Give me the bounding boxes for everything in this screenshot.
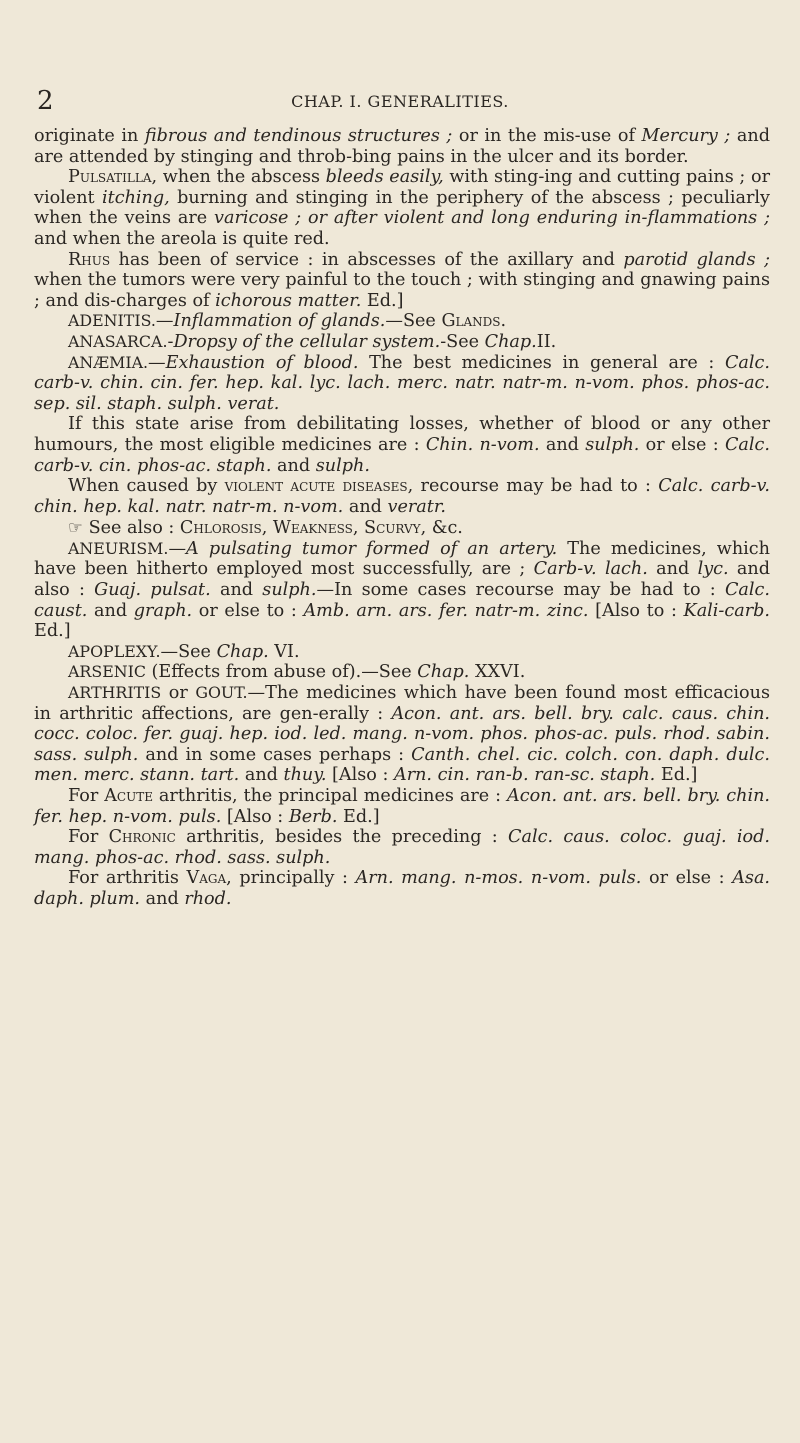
pointing-hand-icon: ☞	[68, 517, 83, 538]
paragraph-chronic-arthritis: For Chronic arthritis, besides the preceding : Calc. caus. coloc. guaj. iod. mang. phos-ac. rhod. sass. sulph.	[34, 827, 770, 868]
entry-adenitis: ADENITIS.—Inflammation of glands.—See Glands.	[68, 311, 507, 332]
entry-arsenic: ARSENIC (Effects from abuse of).—See Chap. XXVI.	[68, 662, 526, 683]
entry-apoplexy: APOPLEXY.—See Chap. VI.	[68, 641, 300, 662]
page-number: 2	[37, 86, 54, 116]
paragraph-arthritis-vaga: For arthritis Vaga, principally : Arn. mang. n-mos. n-vom. puls. or else : Asa. daph. plum. and rhod.	[34, 868, 771, 909]
page-header	[0, 86, 800, 116]
entry-arthritis: ARTHRITIS or GOUT.—The medicines which have been found most efficacious in arthritic affections, are gen-erally : Acon. ant. ars. bell. bry. calc. caus. chin. cocc. coloc. fer. guaj. hep. iod. led. mang. n-vom. phos. phos-ac. puls. rhod. sabin. sass. sulph. and in some cases perhaps : Canth. chel. cic. colch. con. daph. dulc. men. merc. stann. tart. and thuy. [Also : Arn. cin. ran-b. ran-sc. staph. Ed.]	[34, 683, 771, 786]
entry-anaemia: ANÆMIA.—Exhaustion of blood. The best medicines in general are : Calc. carb-v. chin. cin. fer. hep. kal. lyc. lach. merc. natr. natr-m. n-vom. phos. phos-ac. sep. sil. staph. sulph. verat.	[34, 352, 770, 414]
running-head: CHAP. I. GENERALITIES.	[291, 92, 509, 111]
paragraph-pulsatilla: Pulsatilla, when the abscess bleeds easily, with sting-ing and cutting pains ; or violent itching, burning and stinging in the periphery of the abscess ; peculiarly when the veins are varicose ; or after violent and long enduring in-flammations ; and when the areola is quite red.	[34, 167, 770, 249]
entry-aneurism: ANEURISM.—A pulsating tumor formed of an artery. The medicines, which have been hitherto employed most successfully, are ; Carb-v. lach. and lyc. and also : Guaj. pulsat. and sulph.—In some cases recourse may be had to : Calc. caust. and graph. or else to : Amb. arn. ars. fer. natr-m. zinc. [Also to : Kali-carb. Ed.]	[34, 538, 770, 642]
paragraph-debilitating-losses: If this state arise from debilitating losses, whether of blood or any other humours, the most eligible medicines are : Chin. n-vom. and sulph. or else : Calc. carb-v. cin. phos-ac. staph. and sulph.	[34, 414, 770, 476]
paragraph-acute-diseases: When caused by violent acute diseases, recourse may be had to : Calc. carb-v. chin. hep. kal. natr. natr-m. n-vom. and veratr.	[34, 476, 770, 517]
cross-reference: ☞ See also : Chlorosis, Weakness, Scurvy, &c.	[68, 517, 463, 539]
paragraph-acute-arthritis: For Acute arthritis, the principal medicines are : Acon. ant. ars. bell. bry. chin. fer. hep. n-vom. puls. [Also : Berb. Ed.]	[34, 786, 770, 827]
paragraph-mercury: originate in fibrous and tendinous structures ; or in the mis-use of Mercury ; and are attended by stinging and throb-bing pains in the ulcer and its border.	[34, 126, 770, 167]
paragraph-rhus: Rhus has been of service : in abscesses of the axillary and parotid glands ; when the tumors were very painful to the touch ; with stinging and gnawing pains ; and dis-charges of ichorous matter. Ed.]	[34, 249, 771, 311]
page-body	[34, 126, 770, 910]
entry-anasarca: ANASARCA.-Dropsy of the cellular system.-See Chap.II.	[68, 331, 557, 352]
